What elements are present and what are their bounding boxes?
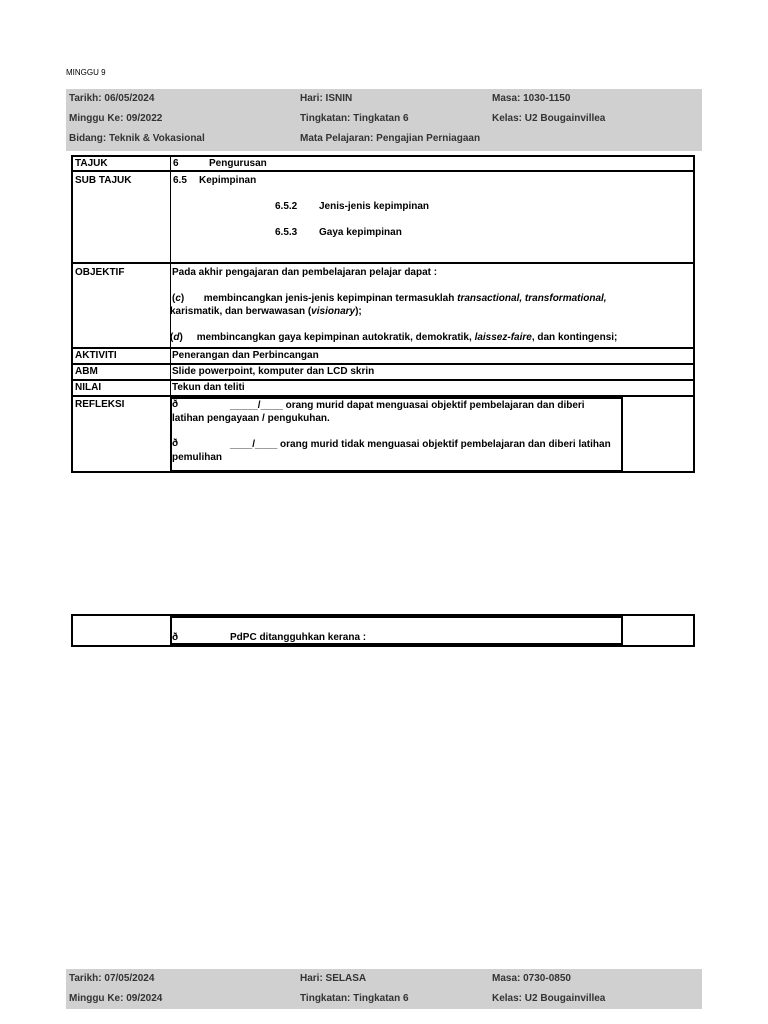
day-text: Hari: ISNIN (300, 93, 353, 104)
nilai-label: NILAI (75, 382, 102, 393)
refleksi-label: REFLEKSI (75, 399, 125, 410)
objective-c-italic: transactional, transformational, (457, 293, 607, 304)
class-text: Kelas: U2 Bougainvillea (492, 993, 606, 1004)
aktiviti-value: Penerangan dan Perbincangan (172, 350, 319, 361)
lesson-header (66, 89, 702, 151)
time-text: Masa: 0730-0850 (492, 973, 571, 984)
objective-c-text: ); (355, 306, 362, 317)
subject-text: Mata Pelajaran: Pengajian Perniagaan (300, 133, 481, 144)
postpone-table (71, 614, 695, 647)
tajuk-label: TAJUK (75, 158, 108, 169)
abm-value: Slide powerpoint, komputer dan LCD skrin (172, 366, 375, 377)
row-divider (73, 347, 693, 349)
objective-d-italic: laissez-faire (474, 332, 532, 343)
aktiviti-label: AKTIVITI (75, 350, 117, 361)
tajuk-number: 6 (173, 158, 179, 169)
subtopic-text: Gaya kepimpinan (319, 227, 402, 238)
tajuk-value: Pengurusan (209, 158, 267, 169)
objective-d-text: , dan kontingensi; (531, 332, 618, 343)
objektif-intro: Pada akhir pengajaran dan pembelajaran pelajar dapat : (172, 267, 438, 278)
objective-d-marker: d (173, 332, 180, 343)
postpone-text: PdPC ditangguhkan kerana : (230, 632, 367, 643)
reflection-mastered-text: _____/____ orang murid dapat menguasai objektif pembelajaran dan diberi latihan pengayaan / pengukuhan. (172, 400, 585, 424)
field-text: Bidang: Teknik & Vokasional (69, 133, 205, 144)
date-text: Tarikh: 06/05/2024 (69, 93, 155, 104)
reflection-bullet: ð (172, 399, 179, 410)
next-lesson-header (66, 969, 702, 1009)
lesson-table (71, 155, 695, 473)
row-divider (73, 363, 693, 365)
objective-d: (d) membincangkan gaya kepimpinan autokratik, demokratik, laissez-faire, dan kontingensi; (170, 332, 618, 343)
subtopic-text: Jenis-jenis kepimpinan (319, 201, 430, 212)
subtopic-number: 6.5.3 (275, 227, 298, 238)
objective-c-text: membincangkan jenis-jenis kepimpinan termasuklah (203, 293, 458, 304)
form-text: Tingkatan: Tingkatan 6 (300, 113, 409, 124)
nilai-value: Tekun dan teliti (172, 382, 245, 393)
objective-c-text: karismatik, dan berwawasan ( (170, 306, 312, 317)
abm-label: ABM (75, 366, 98, 377)
objective-c: (c) membincangkan jenis-jenis kepimpinan termasuklah transactional, transformational, (172, 293, 607, 304)
reflection-not-mastered-text: ____/____ orang murid tidak menguasai objektif pembelajaran dan diberi latihan pemulihan (172, 439, 611, 463)
week-label: MINGGU 9 (66, 68, 106, 77)
objective-c-italic: visionary (311, 306, 356, 317)
row-divider (73, 262, 693, 264)
postpone-bullet: ð (172, 632, 179, 643)
subtajuk-label: SUB TAJUK (75, 175, 132, 186)
time-text: Masa: 1030-1150 (492, 93, 571, 104)
row-divider (73, 170, 693, 172)
subtajuk-value: Kepimpinan (199, 175, 257, 186)
objective-c-continued (170, 306, 362, 317)
objective-d-text: membincangkan gaya kepimpinan autokratik, demokratik, (196, 332, 475, 343)
date-text: Tarikh: 07/05/2024 (69, 973, 155, 984)
day-text: Hari: SELASA (300, 973, 367, 984)
objective-c-marker: c (175, 293, 181, 304)
form-text: Tingkatan: Tingkatan 6 (300, 993, 409, 1004)
subtajuk-number: 6.5 (173, 175, 187, 186)
reflection-bullet: ð (172, 438, 179, 449)
week-number-text: Minggu Ke: 09/2022 (69, 113, 163, 124)
objektif-label: OBJEKTIF (75, 267, 125, 278)
subtopic-number: 6.5.2 (275, 201, 298, 212)
row-divider (73, 379, 693, 381)
class-text: Kelas: U2 Bougainvillea (492, 113, 606, 124)
week-number-text: Minggu Ke: 09/2024 (69, 993, 163, 1004)
